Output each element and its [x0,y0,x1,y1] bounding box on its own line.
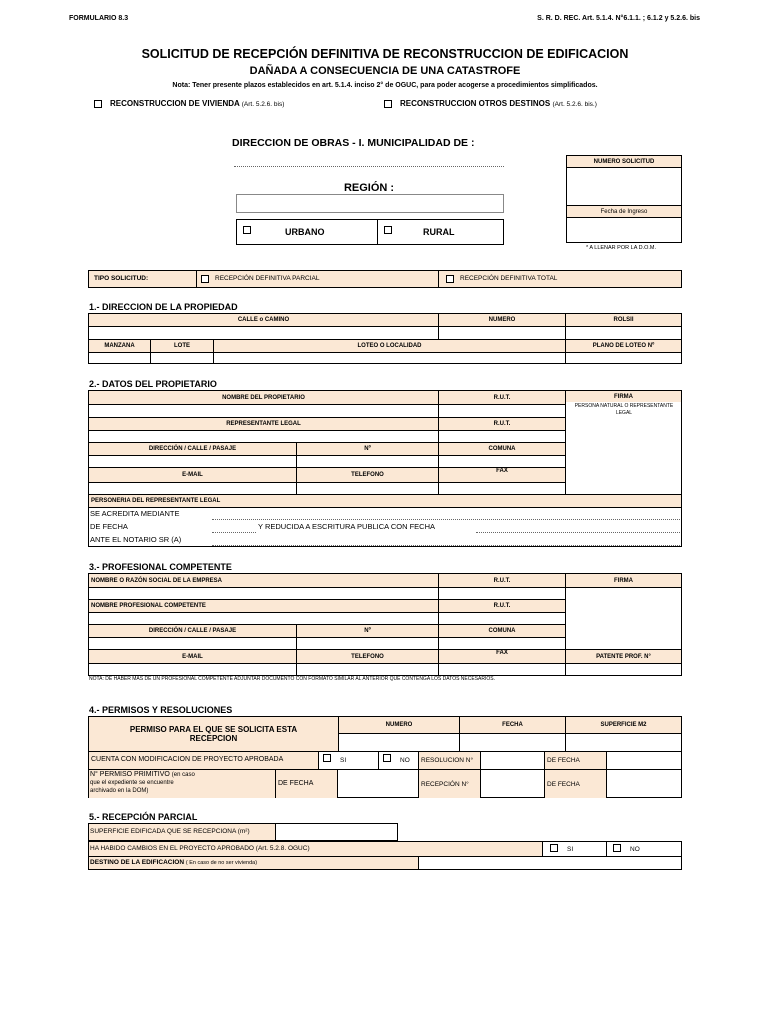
s4-v-6 [606,751,607,798]
region-field[interactable] [236,194,504,213]
comuna3-field[interactable] [439,638,565,649]
parcial-checkbox[interactable] [201,275,209,283]
municipalidad-field[interactable] [234,166,504,167]
vivienda-ref: (Art. 5.2.6. bis) [241,101,285,108]
rut3-field[interactable] [439,588,565,599]
total-checkbox[interactable] [446,275,454,283]
direccion-field[interactable] [89,456,296,467]
zona-divider [377,219,378,245]
fax3-label: FAX [439,650,565,663]
manzana-field[interactable] [89,353,150,364]
direccion3-label: DIRECCIÓN / CALLE / PASAJE [89,625,296,637]
loteo-label: LOTEO O LOCALIDAD [214,340,565,352]
s2-line-9 [88,507,682,508]
n3-label: Nº [297,625,438,637]
destino-field[interactable] [419,857,681,869]
superficie5-field[interactable] [276,824,397,840]
propietario-field[interactable] [89,405,438,417]
fecha-ingreso-label: Fecha de Ingreso [566,205,682,218]
modificacion-no-checkbox[interactable] [383,754,391,762]
rural-checkbox[interactable] [384,226,392,234]
vivienda-checkbox[interactable] [94,100,102,108]
telefono3-field[interactable] [297,664,438,675]
destino-note: ( En caso de no ser vivienda) [185,860,258,866]
rut-label: R.U.T. [439,391,565,404]
de-fecha-field[interactable] [212,532,256,533]
resolucion-label: RESOLUCION N° [421,757,474,764]
primitivo-field[interactable] [235,771,275,798]
defecha2-label: DE FECHA [278,780,314,787]
primitivo-note-1: (en caso [171,772,195,778]
rol-field[interactable] [566,327,681,339]
numero-solicitud-label: NUMERO SOLICITUD [566,155,682,168]
telefono3-label: TELEFONO [297,650,438,663]
representante-label: REPRESENTANTE LEGAL [89,418,438,430]
s3-v-2 [565,573,566,676]
propietario-label: NOMBRE DEL PROPIETARIO [89,391,438,404]
section-3-title: 3.- PROFESIONAL COMPETENTE [89,562,232,572]
direccion3-field[interactable] [89,638,296,649]
parcial-label: RECEPCIÓN DEFINITIVA PARCIAL [215,275,320,282]
superficie5-label: SUPERFICIE EDIFICADA QUE SE RECEPCIONA (m²) [90,828,250,835]
calle-label: CALLE o CAMINO [89,314,438,326]
fecha-ingreso-field[interactable] [567,219,681,242]
dom-note: * A LLENAR POR LA D.O.M. [586,245,656,251]
direccion-label: DIRECCIÓN / CALLE / PASAJE [89,443,296,455]
defecha-res-label: DE FECHA [547,757,580,764]
s5-v-1 [542,841,543,856]
n-field[interactable] [297,456,438,467]
tipo-solicitud-label: TIPO SOLICITUD: [94,275,149,282]
numero4-label: NUMERO [339,717,459,733]
total-label: RECEPCIÓN DEFINITIVA TOTAL [460,275,558,282]
urbano-checkbox[interactable] [243,226,251,234]
otros-option [400,99,597,108]
resolucion-field[interactable] [481,752,544,769]
defecha3-field[interactable] [607,770,681,798]
otros-ref: (Art. 5.2.6. bis.) [552,101,597,108]
otros-checkbox[interactable] [384,100,392,108]
firma3-label: FIRMA [566,574,681,587]
form-subtitle: DAÑADA A CONSECUENCIA DE UNA CATASTROFE [249,65,521,77]
lote-field[interactable] [151,353,213,364]
empresa-label: NOMBRE O RAZÓN SOCIAL DE LA EMPRESA [89,574,438,587]
form-note: Nota: Tener presente plazos establecidos en art. 5.1.4. inciso 2° de OGUC, para poder acogerse a procedimientos simplificados. [172,82,598,89]
superficie4-field[interactable] [566,734,681,751]
tipo-divider-2 [438,270,439,288]
n3-field[interactable] [297,638,438,649]
email3-field[interactable] [89,664,296,675]
telefono-field[interactable] [297,483,438,494]
direccion-obras-title: DIRECCION DE OBRAS - I. MUNICIPALIDAD DE : [232,137,475,149]
primitivo-note-2: que el expediente se encuentre [90,780,174,786]
modificacion-si-checkbox[interactable] [323,754,331,762]
cuenta-label: CUENTA CON MODIFICACION DE PROYECTO APROBADA [91,756,284,763]
rut-field[interactable] [439,405,565,417]
cambios-si-checkbox[interactable] [550,844,558,852]
telefono-label: TELEFONO [297,468,438,482]
primitivo-title: N° PERMISO PRIMITIVO [90,771,170,778]
fecha4-label: FECHA [460,717,565,733]
calle-field[interactable] [89,327,438,339]
legal-reference: S. R. D. REC. Art. 5.1.4. N°6.1.1. ; 6.1.2 y 5.2.6. bis [537,15,700,22]
rut2-field[interactable] [439,431,565,442]
fecha4-field[interactable] [460,734,565,751]
modificacion-no-label: NO [400,757,410,764]
de-fecha-label: DE FECHA [90,522,128,531]
superficie4-label: SUPERFICIE M2 [566,717,681,733]
recepcion-field[interactable] [481,770,544,798]
empresa-field[interactable] [89,588,438,599]
primitivo-note-3: archivado en la DOM) [90,788,149,794]
reducida-field[interactable] [476,532,680,533]
email-label: E-MAIL [89,468,296,482]
patente-field[interactable] [566,664,681,675]
plano-field[interactable] [566,353,681,364]
region-label: REGIÓN : [343,182,395,194]
form-title: SOLICITUD DE RECEPCIÓN DEFINITIVA DE RECONSTRUCCION DE EDIFICACION [141,47,629,61]
s4-v-a [338,716,339,751]
section-4-title: 4.- PERMISOS Y RESOLUCIONES [89,705,233,715]
s4-v-4 [480,751,481,798]
rut4-label: R.U.T. [439,600,565,612]
rut3-label: R.U.T. [439,574,565,587]
s4-v-2 [378,751,379,769]
acredita-label: SE ACREDITA MEDIANTE [90,509,180,518]
loteo-field[interactable] [214,353,565,364]
defecha2-field[interactable] [338,770,418,798]
comuna3-label: COMUNA [439,625,565,637]
zona-box [236,219,504,245]
s5-v-2 [606,841,607,856]
cambios-no-label: NO [630,846,640,853]
firma-field[interactable] [567,418,681,493]
firma3-field[interactable] [567,588,681,649]
section-2-title: 2.- DATOS DEL PROPIETARIO [89,379,217,389]
fax-field[interactable] [439,483,565,494]
otros-label: RECONSTRUCCION OTROS DESTINOS [400,99,551,108]
plano-label: PLANO DE LOTEO Nº [566,340,681,352]
recepcion-label: RECEPCIÓN N° [421,781,469,788]
form-number: FORMULARIO 8.3 [69,15,129,22]
firma-label: FIRMA [566,391,681,402]
persona-label: PERSONA NATURAL O REPRESENTANTE LEGAL [574,403,674,416]
numero-label: NUMERO [439,314,565,326]
defecha3-label: DE FECHA [547,781,580,788]
destino-label [90,859,257,866]
rut2-label: R.U.T. [439,418,565,430]
cambios-no-checkbox[interactable] [613,844,621,852]
section-5-title: 5.- RECEPCIÓN PARCIAL [89,812,198,822]
s4-v-3 [418,751,419,798]
representante-field[interactable] [89,431,438,442]
profesional-label: NOMBRE PROFESIONAL COMPETENTE [89,600,438,612]
numero-solicitud-field[interactable] [567,169,681,204]
defecha-res-field[interactable] [607,752,681,769]
tipo-divider-1 [196,270,197,288]
email-field[interactable] [89,483,296,494]
primitivo-label [90,771,230,795]
n-label: Nº [297,443,438,455]
s4-v-c [565,716,566,751]
fax-label: FAX [439,468,565,482]
rural-label: RURAL [423,227,455,237]
fax3-field[interactable] [439,664,565,675]
cambios-label: HA HABIDO CAMBIOS EN EL PROYECTO APROBADO (Art. 5.2.8. OGUC) [90,845,310,852]
s2-v-2 [565,390,566,494]
urbano-label: URBANO [285,227,325,237]
numero-field[interactable] [439,327,565,339]
vivienda-label: RECONSTRUCCION DE VIVIENDA [110,99,240,108]
permiso-label: PERMISO PARA EL QUE SE SOLICITA ESTA RECEPCION [89,717,338,751]
profesional-field[interactable] [89,613,438,624]
comuna-label: COMUNA [439,443,565,455]
modificacion-si-label: SI [340,757,347,764]
manzana-label: MANZANA [89,340,150,352]
cambios-si-label: SI [567,846,574,853]
personeria-label: PERSONERIA DEL REPRESENTANTE LEGAL [89,495,681,507]
rol-label: ROLSII [566,314,681,326]
rut4-field[interactable] [439,613,565,624]
comuna-field[interactable] [439,456,565,467]
tipo-solicitud-row [88,270,682,288]
patente-label: PATENTE PROF. N° [566,650,681,663]
s4-v-7 [275,769,276,798]
vivienda-option [110,99,284,108]
email3-label: E-MAIL [89,650,296,663]
s4-v-b [459,716,460,751]
reducida-label: Y REDUCIDA A ESCRITURA PUBLICA CON FECHA [258,522,435,531]
destino-title: DESTINO DE LA EDIFICACION [90,859,185,866]
profesional-nota: NOTA: DE HABER MAS DE UN PROFESIONAL COMPETENTE ADJUNTAR DOCUMENTO CON FORMATO SIMILAR AL ANTERIOR QUE CONTENGA LOS DATOS NECESARIOS. [89,676,495,682]
notario-label: ANTE EL NOTARIO SR (A) [90,535,182,544]
lote-label: LOTE [151,340,213,352]
s4-v-8 [337,769,338,798]
notario-field[interactable] [212,545,680,546]
section-1-title: 1.- DIRECCION DE LA PROPIEDAD [89,302,238,312]
numero4-field[interactable] [339,734,459,751]
acredita-field[interactable] [212,519,680,520]
s4-v-1 [318,751,319,769]
s4-v-5 [544,751,545,798]
